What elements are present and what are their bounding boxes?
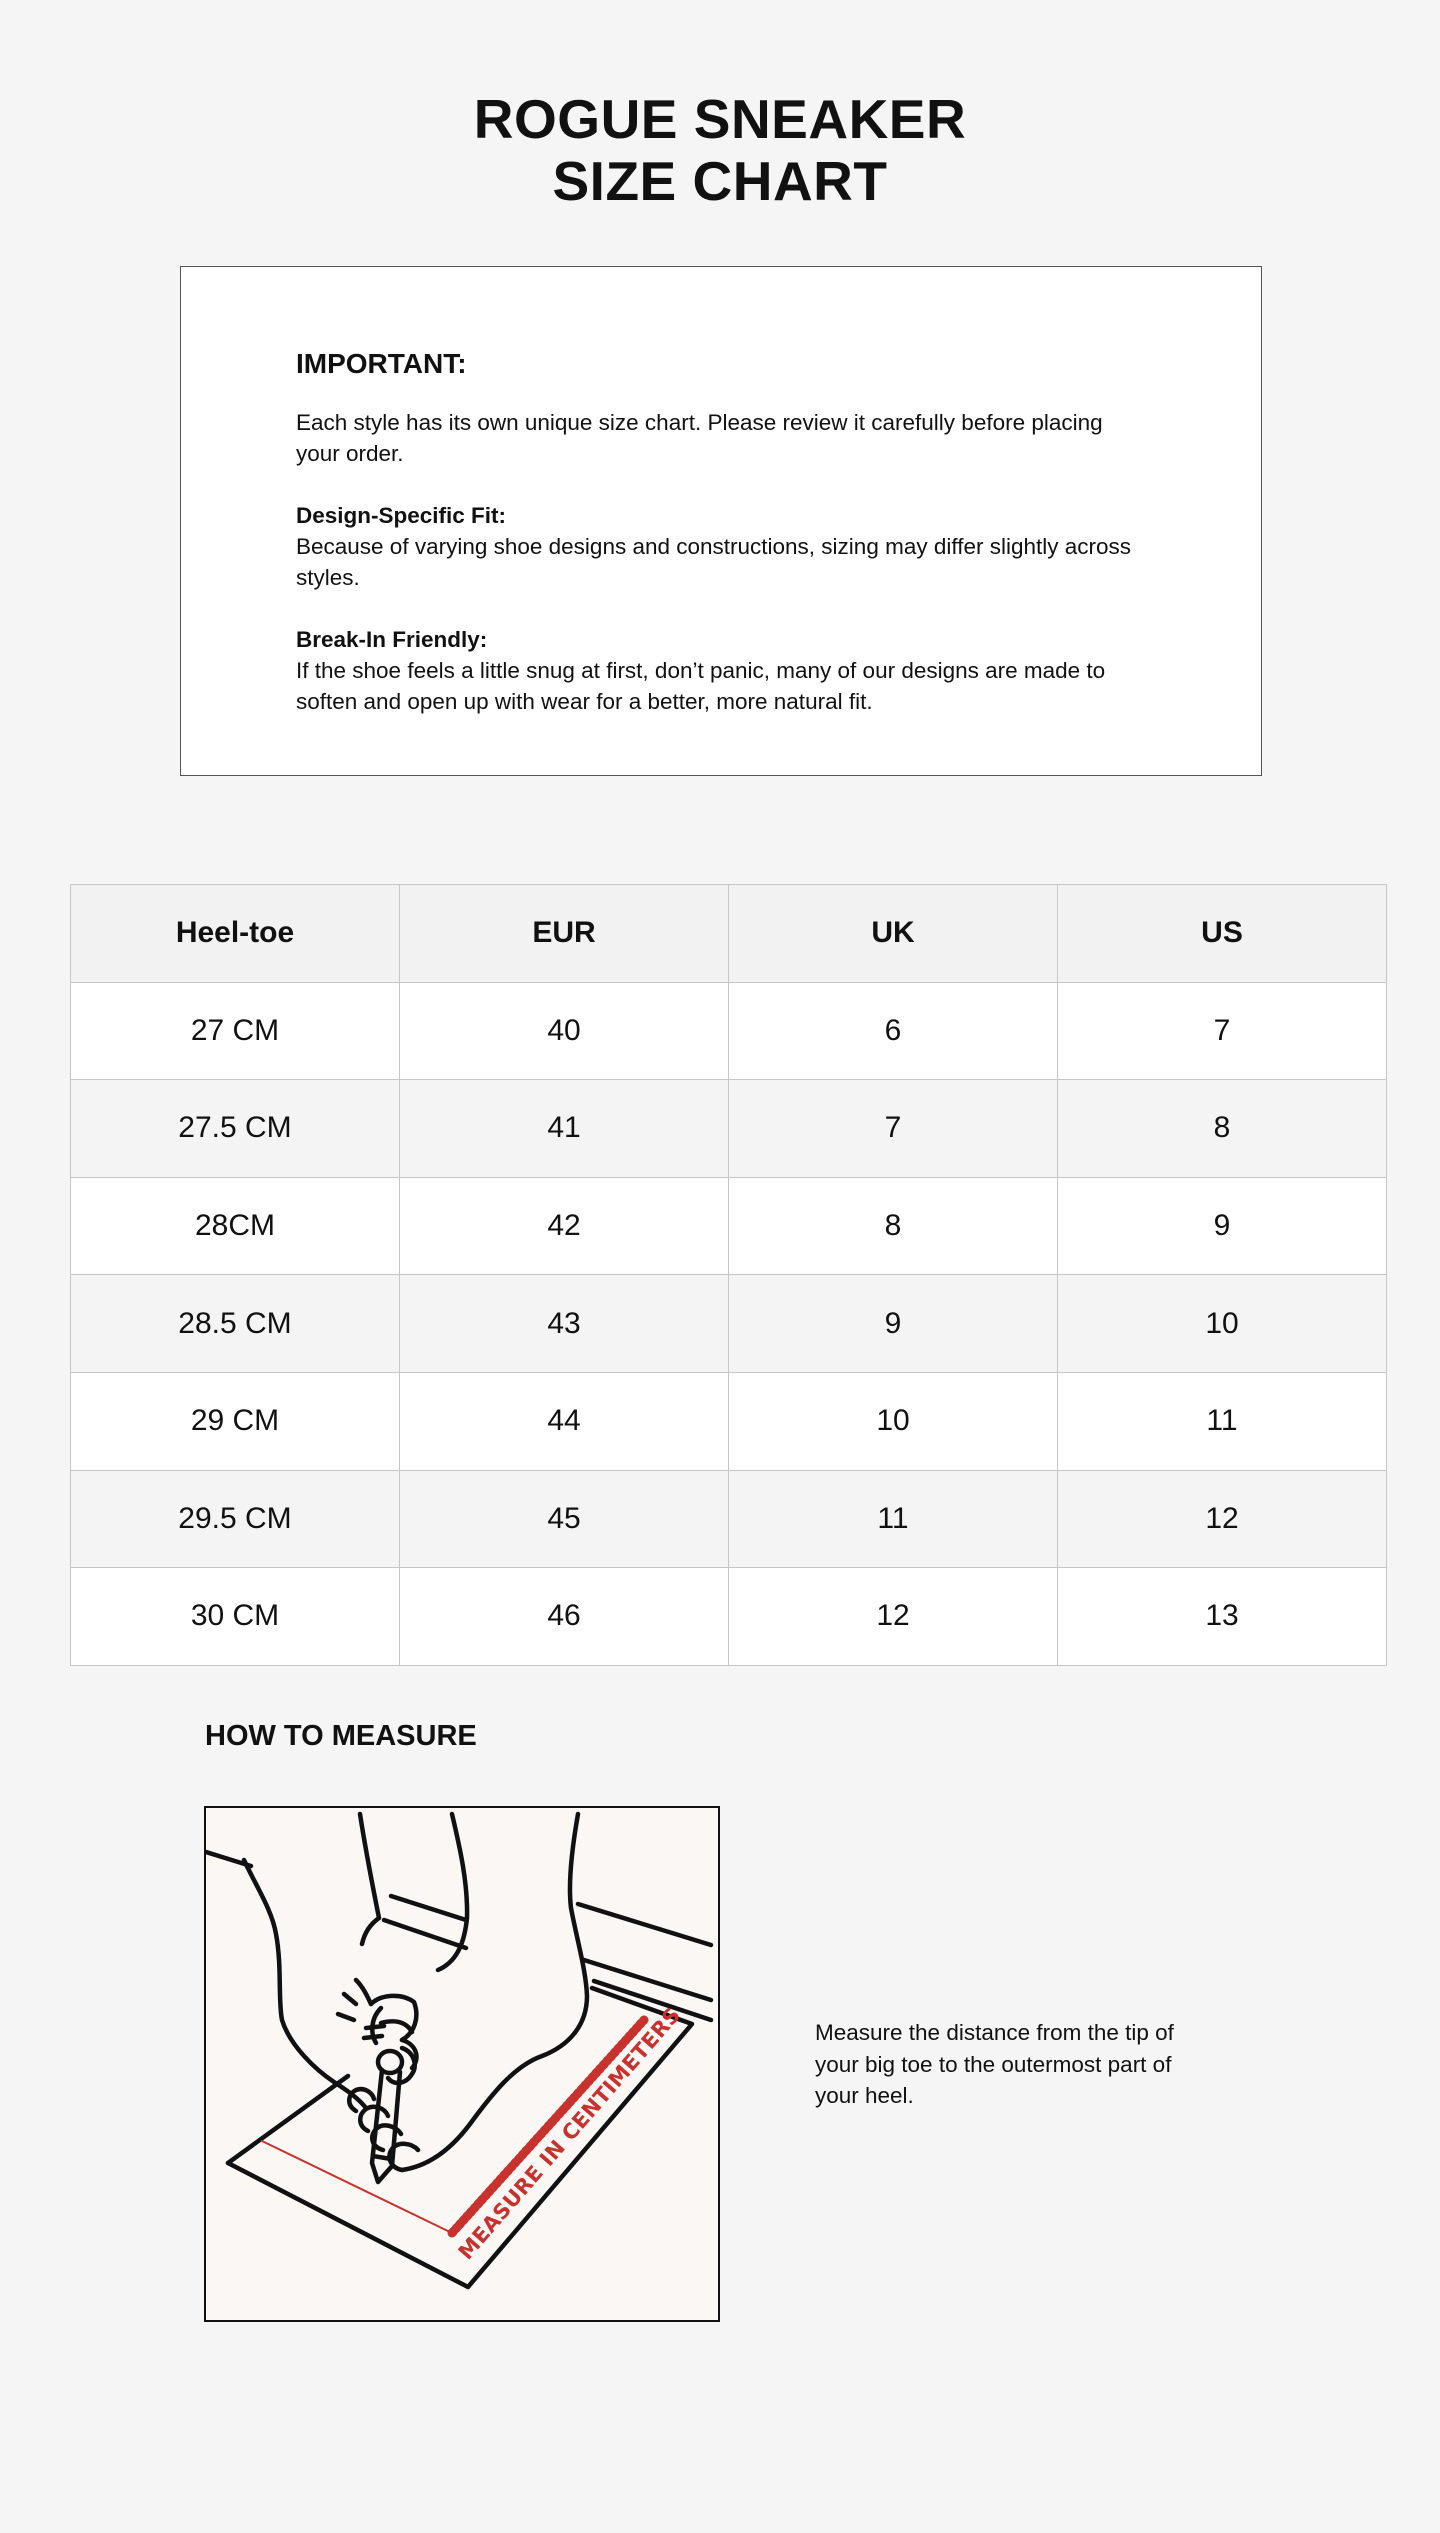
table-row [71, 1275, 1387, 1373]
table-cell: 27.5 CM [71, 1080, 400, 1178]
table-cell: 7 [729, 1080, 1058, 1178]
table-header-row [71, 885, 1387, 983]
column-header: US [1058, 885, 1387, 983]
table-cell: 9 [729, 1275, 1058, 1373]
table-cell: 45 [400, 1470, 729, 1568]
table-cell: 11 [1058, 1372, 1387, 1470]
table-cell: 6 [729, 982, 1058, 1080]
table-cell: 30 CM [71, 1568, 400, 1666]
table-cell: 12 [1058, 1470, 1387, 1568]
table-cell: 28.5 CM [71, 1275, 400, 1373]
table-cell: 8 [1058, 1080, 1387, 1178]
table-cell: 11 [729, 1470, 1058, 1568]
table-cell: 41 [400, 1080, 729, 1178]
table-cell: 12 [729, 1568, 1058, 1666]
table-cell: 28CM [71, 1177, 400, 1275]
hand-outline [244, 1814, 467, 2108]
table-row [71, 1177, 1387, 1275]
breakin-text: If the shoe feels a little snug at first, don’t panic, many of our designs are made to soften and open up with wear for a better, more natural fit. [296, 658, 1106, 714]
column-header: EUR [400, 885, 729, 983]
table-cell: 13 [1058, 1568, 1387, 1666]
table-cell: 43 [400, 1275, 729, 1373]
important-notice-box [180, 266, 1262, 776]
column-header: UK [729, 885, 1058, 983]
page-title [0, 88, 1440, 212]
table-cell: 46 [400, 1568, 729, 1666]
table-row [71, 1372, 1387, 1470]
table-cell: 44 [400, 1372, 729, 1470]
measure-instructions: Measure the distance from the tip of your big toe to the outermost part of your heel. [815, 2020, 1174, 2108]
table-cell: 10 [729, 1372, 1058, 1470]
notice-heading: IMPORTANT: [296, 348, 467, 379]
page-title-line-2: SIZE CHART [552, 150, 888, 212]
table-cell: 29.5 CM [71, 1470, 400, 1568]
table-cell: 7 [1058, 982, 1387, 1080]
breakin-title: Break-In Friendly: [296, 627, 488, 652]
foot-measure-illustration [204, 1806, 720, 2322]
table-row [71, 1080, 1387, 1178]
fit-text: Because of varying shoe designs and constructions, sizing may differ slightly across styles. [296, 534, 1132, 590]
table-cell: 27 CM [71, 982, 400, 1080]
table-cell: 8 [729, 1177, 1058, 1275]
size-chart-table [70, 884, 1387, 1666]
table-cell: 40 [400, 982, 729, 1080]
how-to-measure-heading: HOW TO MEASURE [205, 1720, 477, 1752]
table-cell: 10 [1058, 1275, 1387, 1373]
table-row [71, 982, 1387, 1080]
page-title-line-1: ROGUE SNEAKER [473, 88, 967, 150]
table-row [71, 1568, 1387, 1666]
column-header: Heel-toe [71, 885, 400, 983]
table-row [71, 1470, 1387, 1568]
notice-intro: Each style has its own unique size chart. Please review it carefully before placing your order. [296, 410, 1103, 466]
ruler-label: MEASURE IN CENTIMETERS [453, 2002, 686, 2265]
fit-title: Design-Specific Fit: [296, 503, 507, 528]
table-cell: 42 [400, 1177, 729, 1275]
table-cell: 9 [1058, 1177, 1387, 1275]
table-cell: 29 CM [71, 1372, 400, 1470]
